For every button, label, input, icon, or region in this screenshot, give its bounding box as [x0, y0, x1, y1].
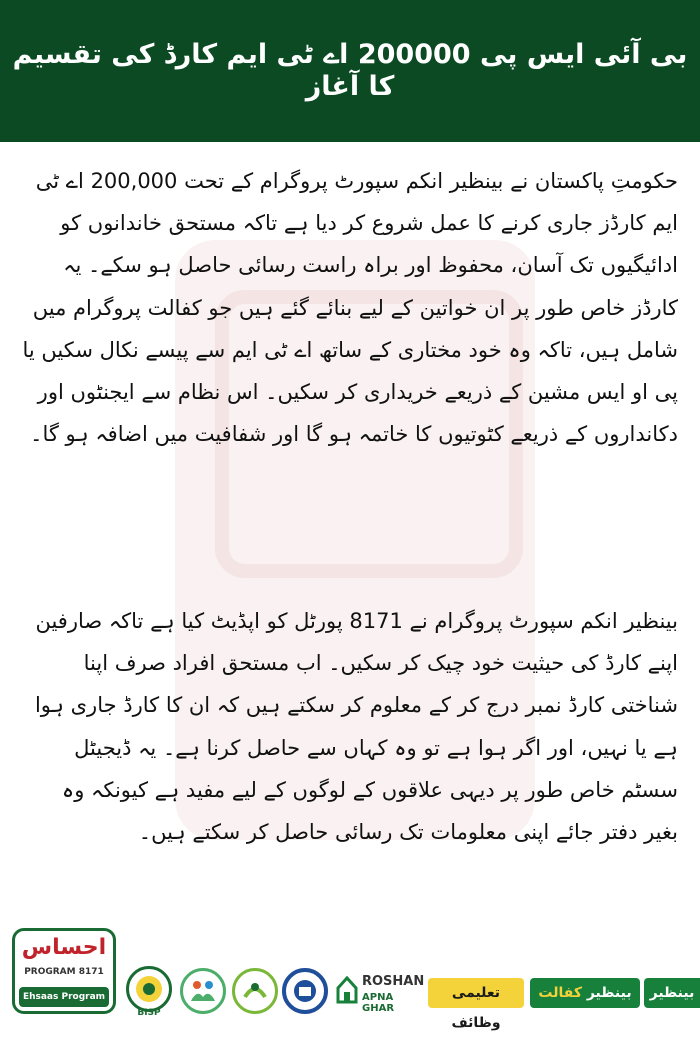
roshan-title: ROSHAN: [362, 974, 425, 989]
benazir-kafalat-badge-word-2: کفالت: [538, 985, 582, 1001]
benazir-badge: بینظیر: [644, 978, 700, 1008]
article-paragraph-1: حکومتِ پاکستان نے بینظیر انکم سپورٹ پروگرام کے تحت 200,000 اے ٹی ایم کارڈز جاری کرنے کا عمل شروع کر دیا ہے تاکہ مستحق خاندانوں کو ادائیگیوں تک آسان، محفوظ اور براہ راست رسائی حاصل ہو سکے۔ یہ کارڈز خاص طور پر ان خواتین کے لیے بنائے گئے ہیں جو کفالت پروگرام میں شامل ہیں، تاکہ وہ خود مختاری کے ساتھ اے ٹی ایم سے پیسے نکال سکیں یا پی او ایس مشین کے ذریعے خریداری کر سکیں۔ اس نظام سے ایجنٹوں اور دکانداروں کے ذریعے کٹوتیوں کا خاتمہ ہو گا اور شفافیت میں اضافہ ہو گا۔: [22, 169, 678, 447]
organization-seal-icon: [282, 968, 328, 1014]
family-logo-icon: [180, 968, 226, 1014]
roshan-apna-ghar-logo: [336, 970, 425, 1014]
taleemi-wazaif-badge: تعلیمی وظائف: [428, 978, 524, 1008]
article-paragraph-2: بینظیر انکم سپورٹ پروگرام نے 8171 پورٹل کو اپڈیٹ کیا ہے تاکہ صارفین اپنے کارڈ کی حیثیت خود چیک کر سکیں۔ اب مستحق افراد صرف اپنا شناختی کارڈ نمبر درج کر کے معلوم کر سکتے ہیں کہ ان کا کارڈ جاری ہوا ہے یا نہیں، اور اگر ہوا ہے تو وہ کہاں سے حاصل کرنا ہے۔ یہ ڈیجیٹل سسٹم خاص طور پر دیہی علاقوں کے لوگوں کے لیے مفید ہے کیونکہ وہ بغیر دفتر جائے اپنی معلومات تک رسائی حاصل کر سکتے ہیں۔: [34, 609, 678, 845]
hands-logo-icon: [232, 968, 278, 1014]
ehsaas-logo-icon: [12, 928, 116, 1014]
ehsaas-program-band: Ehsaas Program: [19, 987, 109, 1007]
bisp-logo-icon: [126, 966, 172, 1012]
benazir-kafalat-badge-word-1: بینظیر: [586, 985, 632, 1001]
page-title: بی آئی ایس پی 200000 اے ٹی ایم کارڈ کی تقسیم کا آغاز: [12, 38, 688, 102]
roshan-subtitle: APNA GHAR: [362, 992, 395, 1014]
ehsaas-logo-text: احساس: [21, 935, 107, 960]
page-header: [0, 0, 700, 142]
ehsaas-program-line: PROGRAM 8171: [24, 967, 104, 977]
roshan-house-icon: [336, 974, 358, 1004]
benazir-kafalat-badge: [530, 978, 640, 1008]
bisp-label: BISP: [137, 1008, 161, 1018]
